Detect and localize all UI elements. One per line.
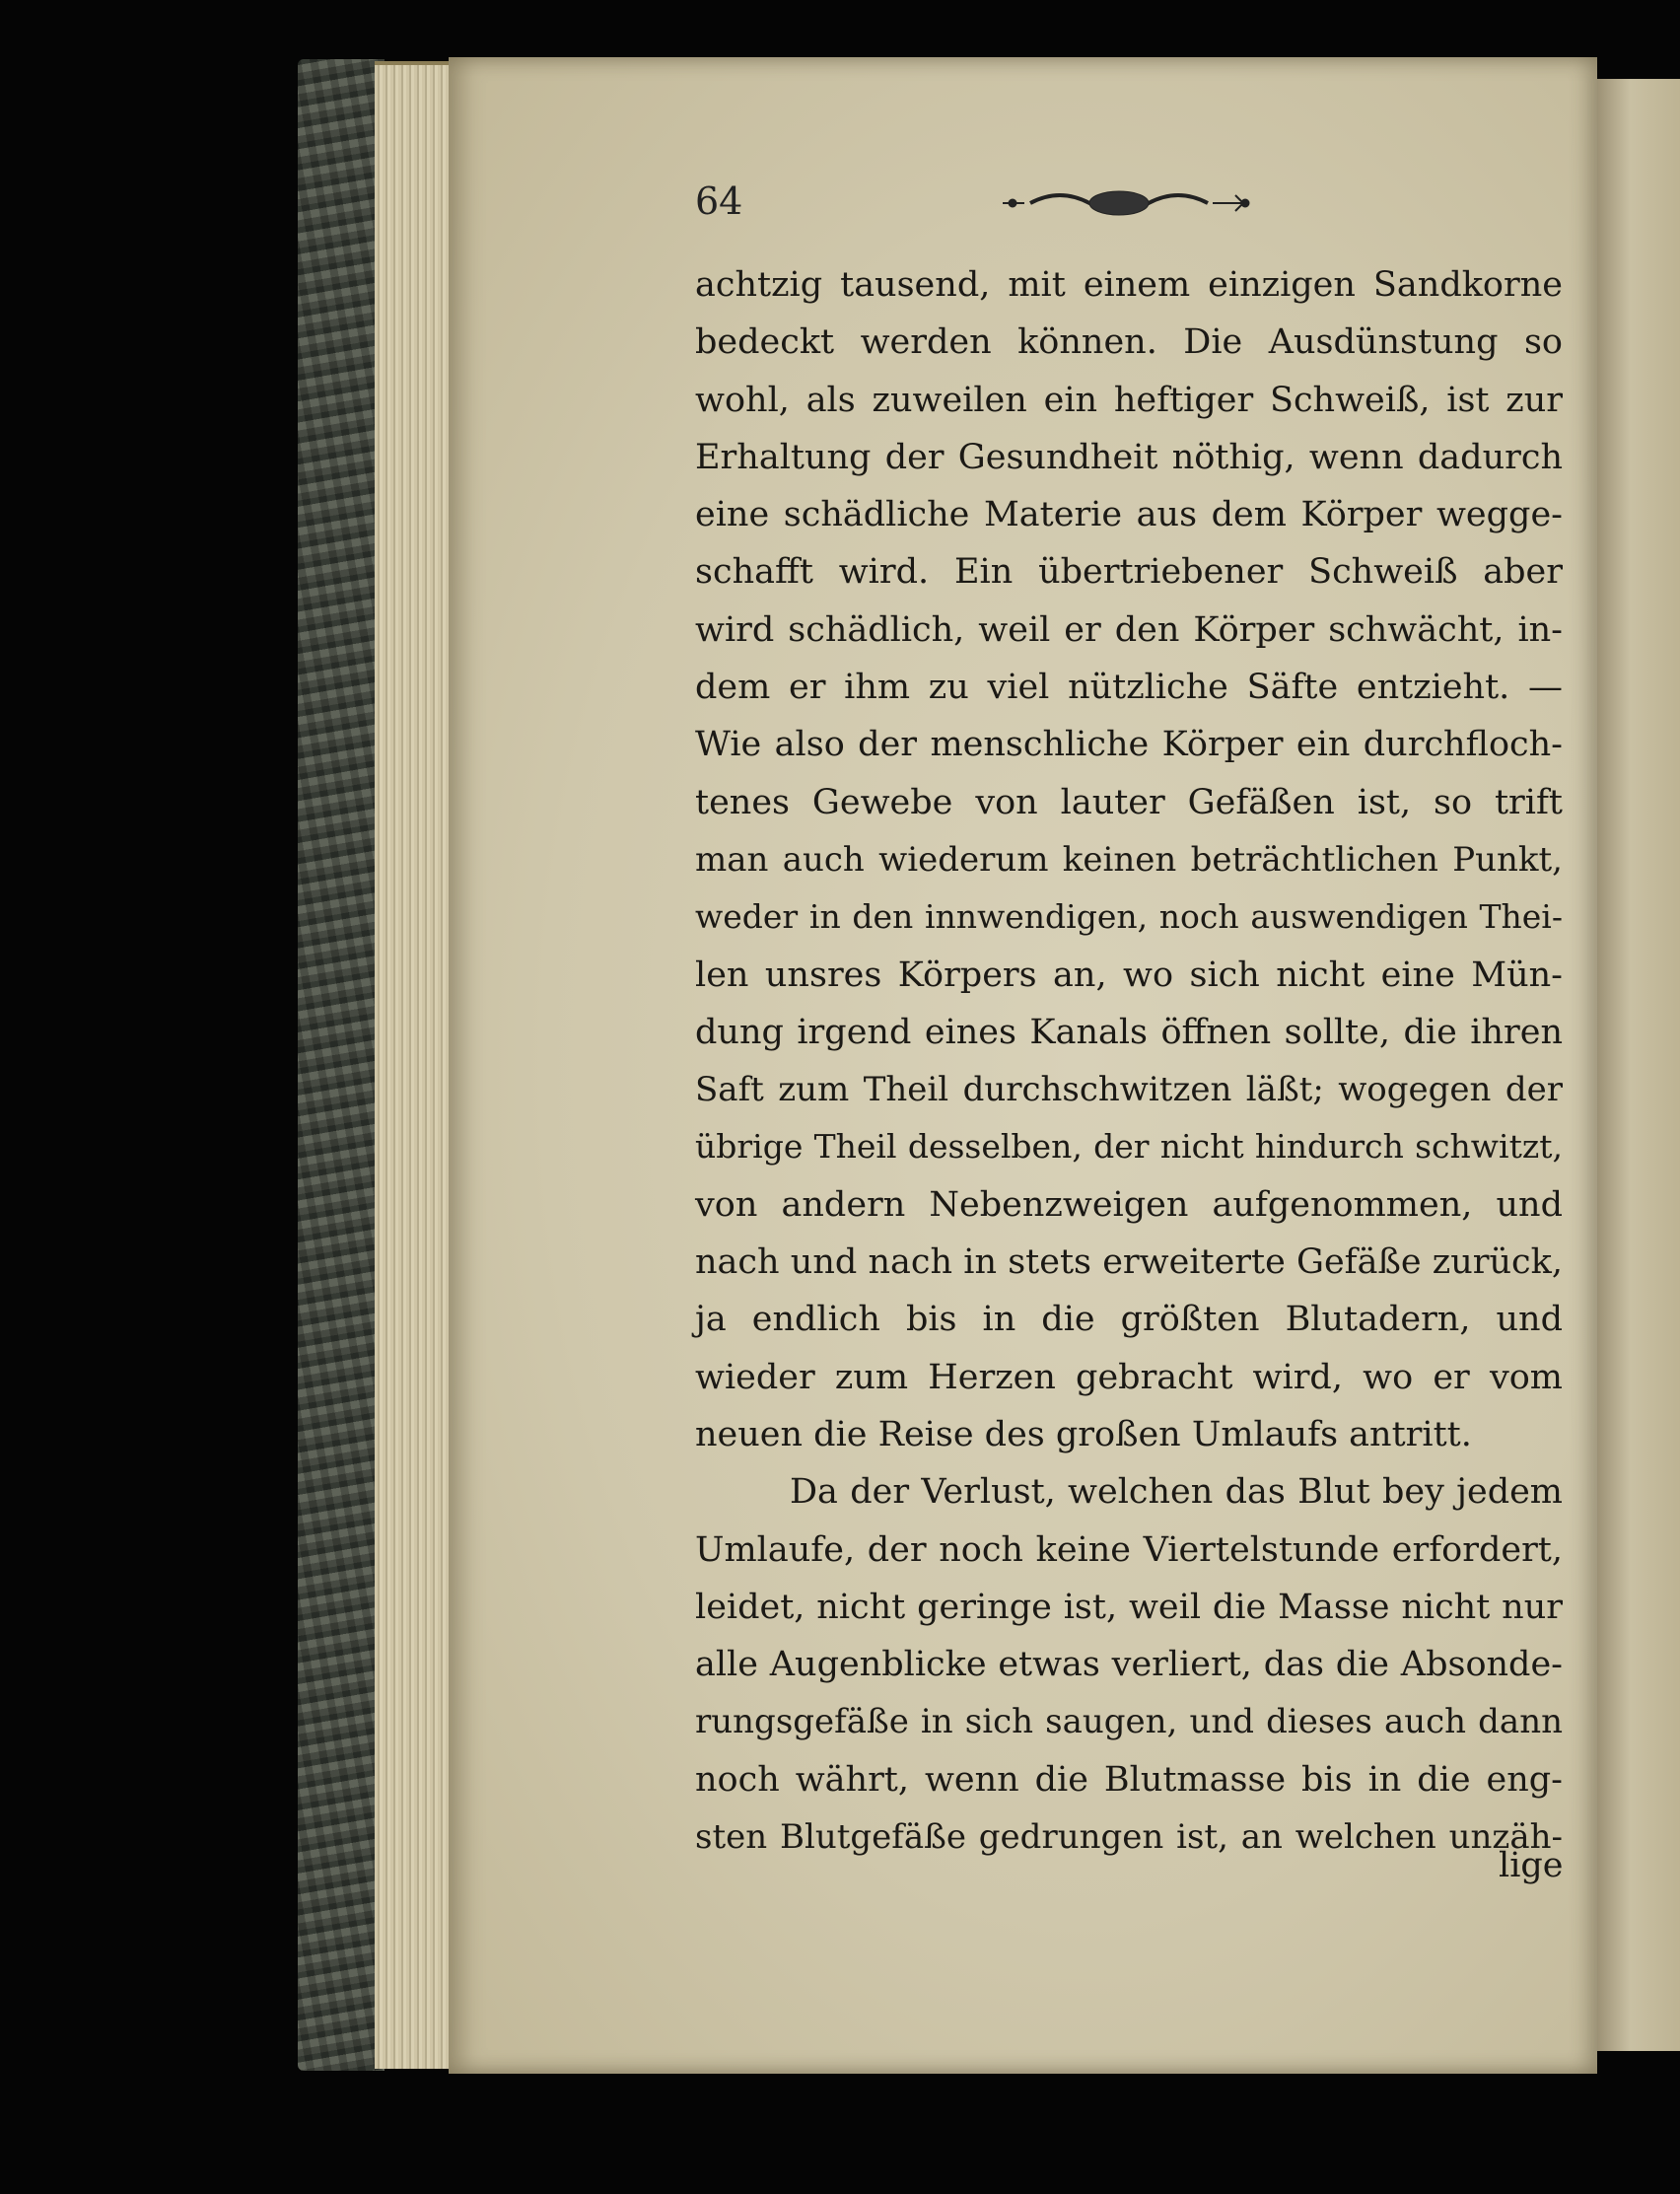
text-line: wird schädlich, weil er den Körper schwächt, in- [695,609,1563,650]
facing-page-edge [1597,79,1680,2051]
text-line: tenes Gewebe von lauter Gefäßen ist, so trift [695,782,1563,822]
page-header [695,179,1287,239]
marbled-cover-edge [298,59,385,2071]
text-line: Erhaltung der Gesundheit nöthig, wenn dadurch [695,437,1563,477]
page-block-edges [375,61,454,2069]
body-text [695,256,1563,1866]
text-line: alle Augenblicke etwas verliert, das die Absonde- [695,1645,1563,1685]
header-ornament-icon [1001,183,1257,223]
text-line: eine schädliche Materie aus dem Körper wegge- [695,495,1563,535]
text-line: man auch wiederum keinen beträchtlichen Punkt, [695,839,1563,880]
text-line: weder in den innwendigen, noch auswendigen Thei- [695,897,1563,937]
catchword: lige [1499,1846,1564,1885]
text-line: dem er ihm zu viel nützliche Säfte entzieht. — [695,668,1563,708]
text-line: übrige Theil desselben, der nicht hindurch schwitzt, [695,1127,1563,1167]
text-line: neuen die Reise des großen Umlaufs antritt. [695,1414,1472,1454]
text-line: noch währt, wenn die Blutmasse bis in die eng- [695,1759,1563,1800]
text-line: Wie also der menschliche Körper ein durchfloch- [695,725,1563,765]
text-line: nach und nach in stets erweiterte Gefäße zurück, [695,1242,1563,1283]
text-line: bedeckt werden können. Die Ausdünstung so [695,322,1563,363]
text-line: von andern Nebenzweigen aufgenommen, und [695,1184,1563,1225]
text-line: Da der Verlust, welchen das Blut bey jedem [790,1472,1563,1513]
text-line: Saft zum Theil durchschwitzen läßt; wogegen der [695,1070,1563,1110]
text-line: dung irgend eines Kanals öffnen sollte, die ihren [695,1012,1563,1052]
text-line: ja endlich bis in die größten Blutadern, und [695,1300,1563,1340]
text-line: wieder zum Herzen gebracht wird, wo er vom [695,1357,1563,1397]
text-line: Umlaufe, der noch keine Viertelstunde erfordert, [695,1529,1563,1570]
text-line: achtzig tausend, mit einem einzigen Sandkorne [695,265,1563,305]
text-line: wohl, als zuweilen ein heftiger Schweiß, ist zur [695,380,1563,420]
text-line: leidet, nicht geringe ist, weil die Masse nicht nur [695,1587,1563,1627]
text-line: schafft wird. Ein übertriebener Schweiß aber [695,552,1563,593]
text-line: rungsgefäße in sich saugen, und dieses auch dann [695,1702,1563,1742]
page-number: 64 [695,179,743,223]
text-line: len unsres Körpers an, wo sich nicht eine Mün- [695,955,1563,995]
text-line: sten Blutgefäße gedrungen ist, an welchen unzäh- [695,1817,1563,1858]
